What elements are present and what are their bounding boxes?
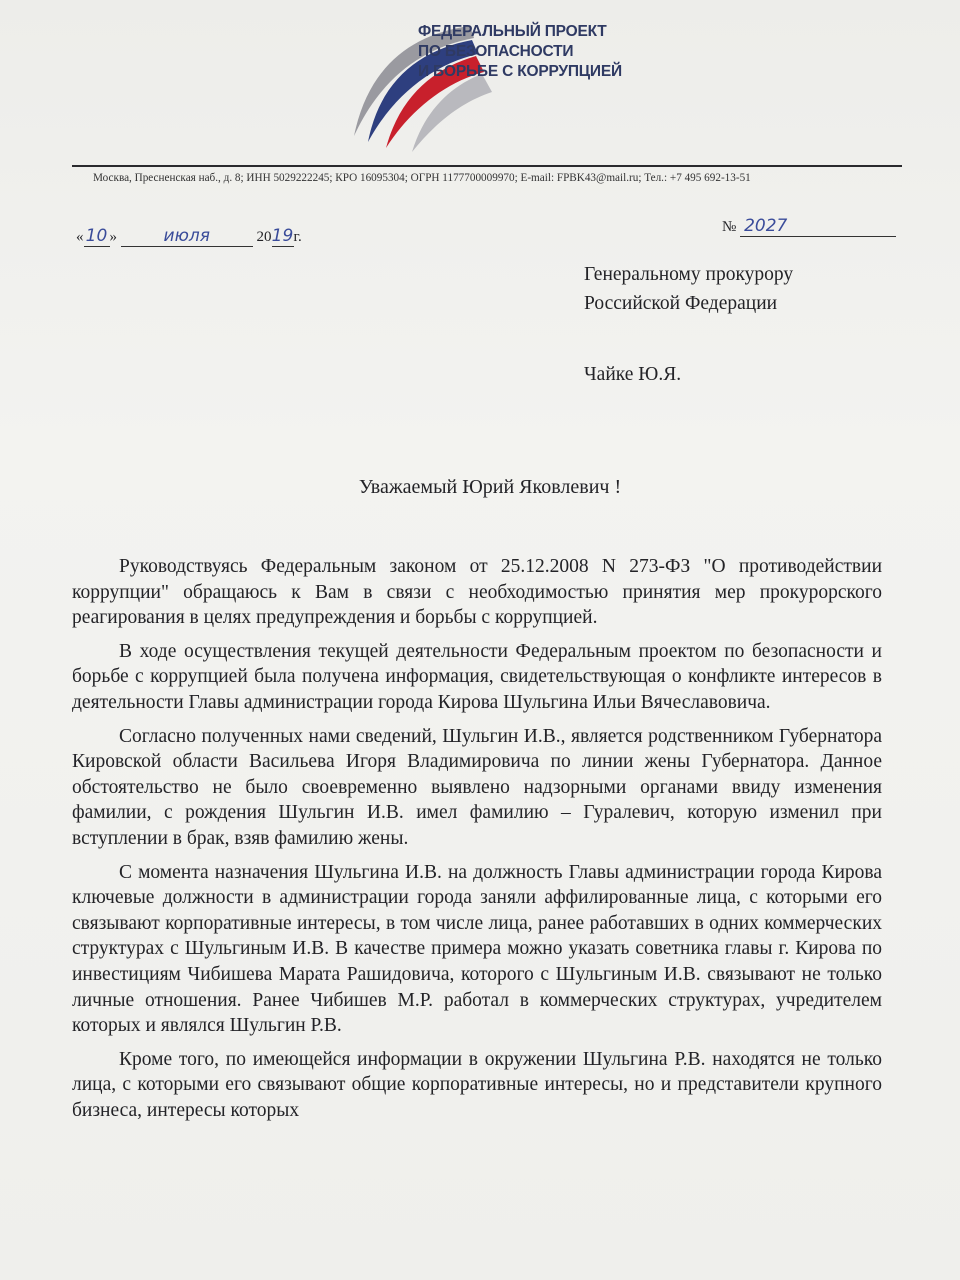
addressee-name: Чайке Ю.Я.: [584, 364, 682, 385]
addressee-line-1: Генеральному прокурору: [584, 264, 794, 285]
logo-line-3: И БОРЬБЕ С КОРРУПЦИЕЙ: [418, 63, 622, 80]
body-paragraph: Руководствуясь Федеральным законом от 25.12.2008 N 273-ФЗ "О противодействии коррупции" обращаюсь к Вам в связи с необходимостью принятия мер прокурорского реагирования в целях предупреждения и борьбы с коррупцией.: [72, 556, 882, 629]
date-year-suffix: 19: [271, 226, 294, 246]
body-paragraph: Согласно полученных нами сведений, Шульгин И.В., является родственником Губернатора Кировской области Васильева Игоря Владимировича по линии жены Губернатора. Данное обстоятельство не было своевременно выявлено надзорными органами ввиду изменения фамилии, с рождения Шульгин И.В. имел фамилию – Гуралевич, которую изменил при вступлении в брак, взяв фамилию жены.: [72, 725, 882, 849]
header-contacts: Москва, Пресненская наб., д. 8; ИНН 5029222245; КРО 16095304; ОГРН 1177700009970; E-mail: FPBK43@mail.ru; Тел.: +7 495 692-13-51: [93, 172, 751, 184]
date-close-quote: »: [109, 229, 117, 245]
letter-date: [76, 226, 302, 247]
header-divider: [72, 165, 902, 167]
letter-body: [72, 554, 882, 1123]
date-open-quote: «: [76, 229, 84, 245]
body-paragraph: В ходе осуществления текущей деятельности Федеральным проектом по безопасности и борьбе с коррупцией была получена информация, свидетельствующая о конфликте интересов в деятельности Главы администрации города Кирова Шульгина Ильи Вячеславовича.: [72, 640, 882, 713]
logo-line-2: ПО БЕЗОПАСНОСТИ: [418, 43, 574, 60]
letter-number: [722, 216, 896, 237]
addressee-line-2: Российской Федерации: [584, 293, 778, 314]
date-year-prefix: 20: [256, 229, 272, 245]
body-paragraph: С момента назначения Шульгина И.В. на должность Главы администрации города Кирова ключевые должности в администрации города заняли аффилированные лица, с которыми его связывают корпоративные интересы, в том числе лица, ранее работавших в одних коммерческих структурах с Шульгиным И.В. В качестве примера можно указать советника главы г. Кирова по инвестициям Чибишева Марата Рашидовича, которого с Шульгиным И.В. связывают не только личные отношения. Ранее Чибишев М.Р. работал в коммерческих структурах, учредителем которых и являлся Шульгин Р.В.: [72, 861, 882, 1037]
date-day: 10: [84, 226, 110, 247]
greeting: Уважаемый Юрий Яковлевич !: [358, 476, 622, 498]
number-value: 2027: [740, 216, 896, 237]
date-month: июля: [121, 226, 253, 247]
addressee-block: [584, 260, 793, 389]
body-paragraph: Кроме того, по имеющейся информации в окружении Шульгина Р.В. находятся не только лица, с которыми его связывают общие корпоративные интересы, но и представители крупного бизнеса, интересы которых: [72, 1048, 882, 1121]
date-year-tail: г.: [293, 229, 302, 245]
logo-line-1: ФЕДЕРАЛЬНЫЙ ПРОЕКТ: [418, 23, 607, 40]
project-logo-text: [418, 22, 622, 82]
number-label: №: [722, 219, 737, 235]
